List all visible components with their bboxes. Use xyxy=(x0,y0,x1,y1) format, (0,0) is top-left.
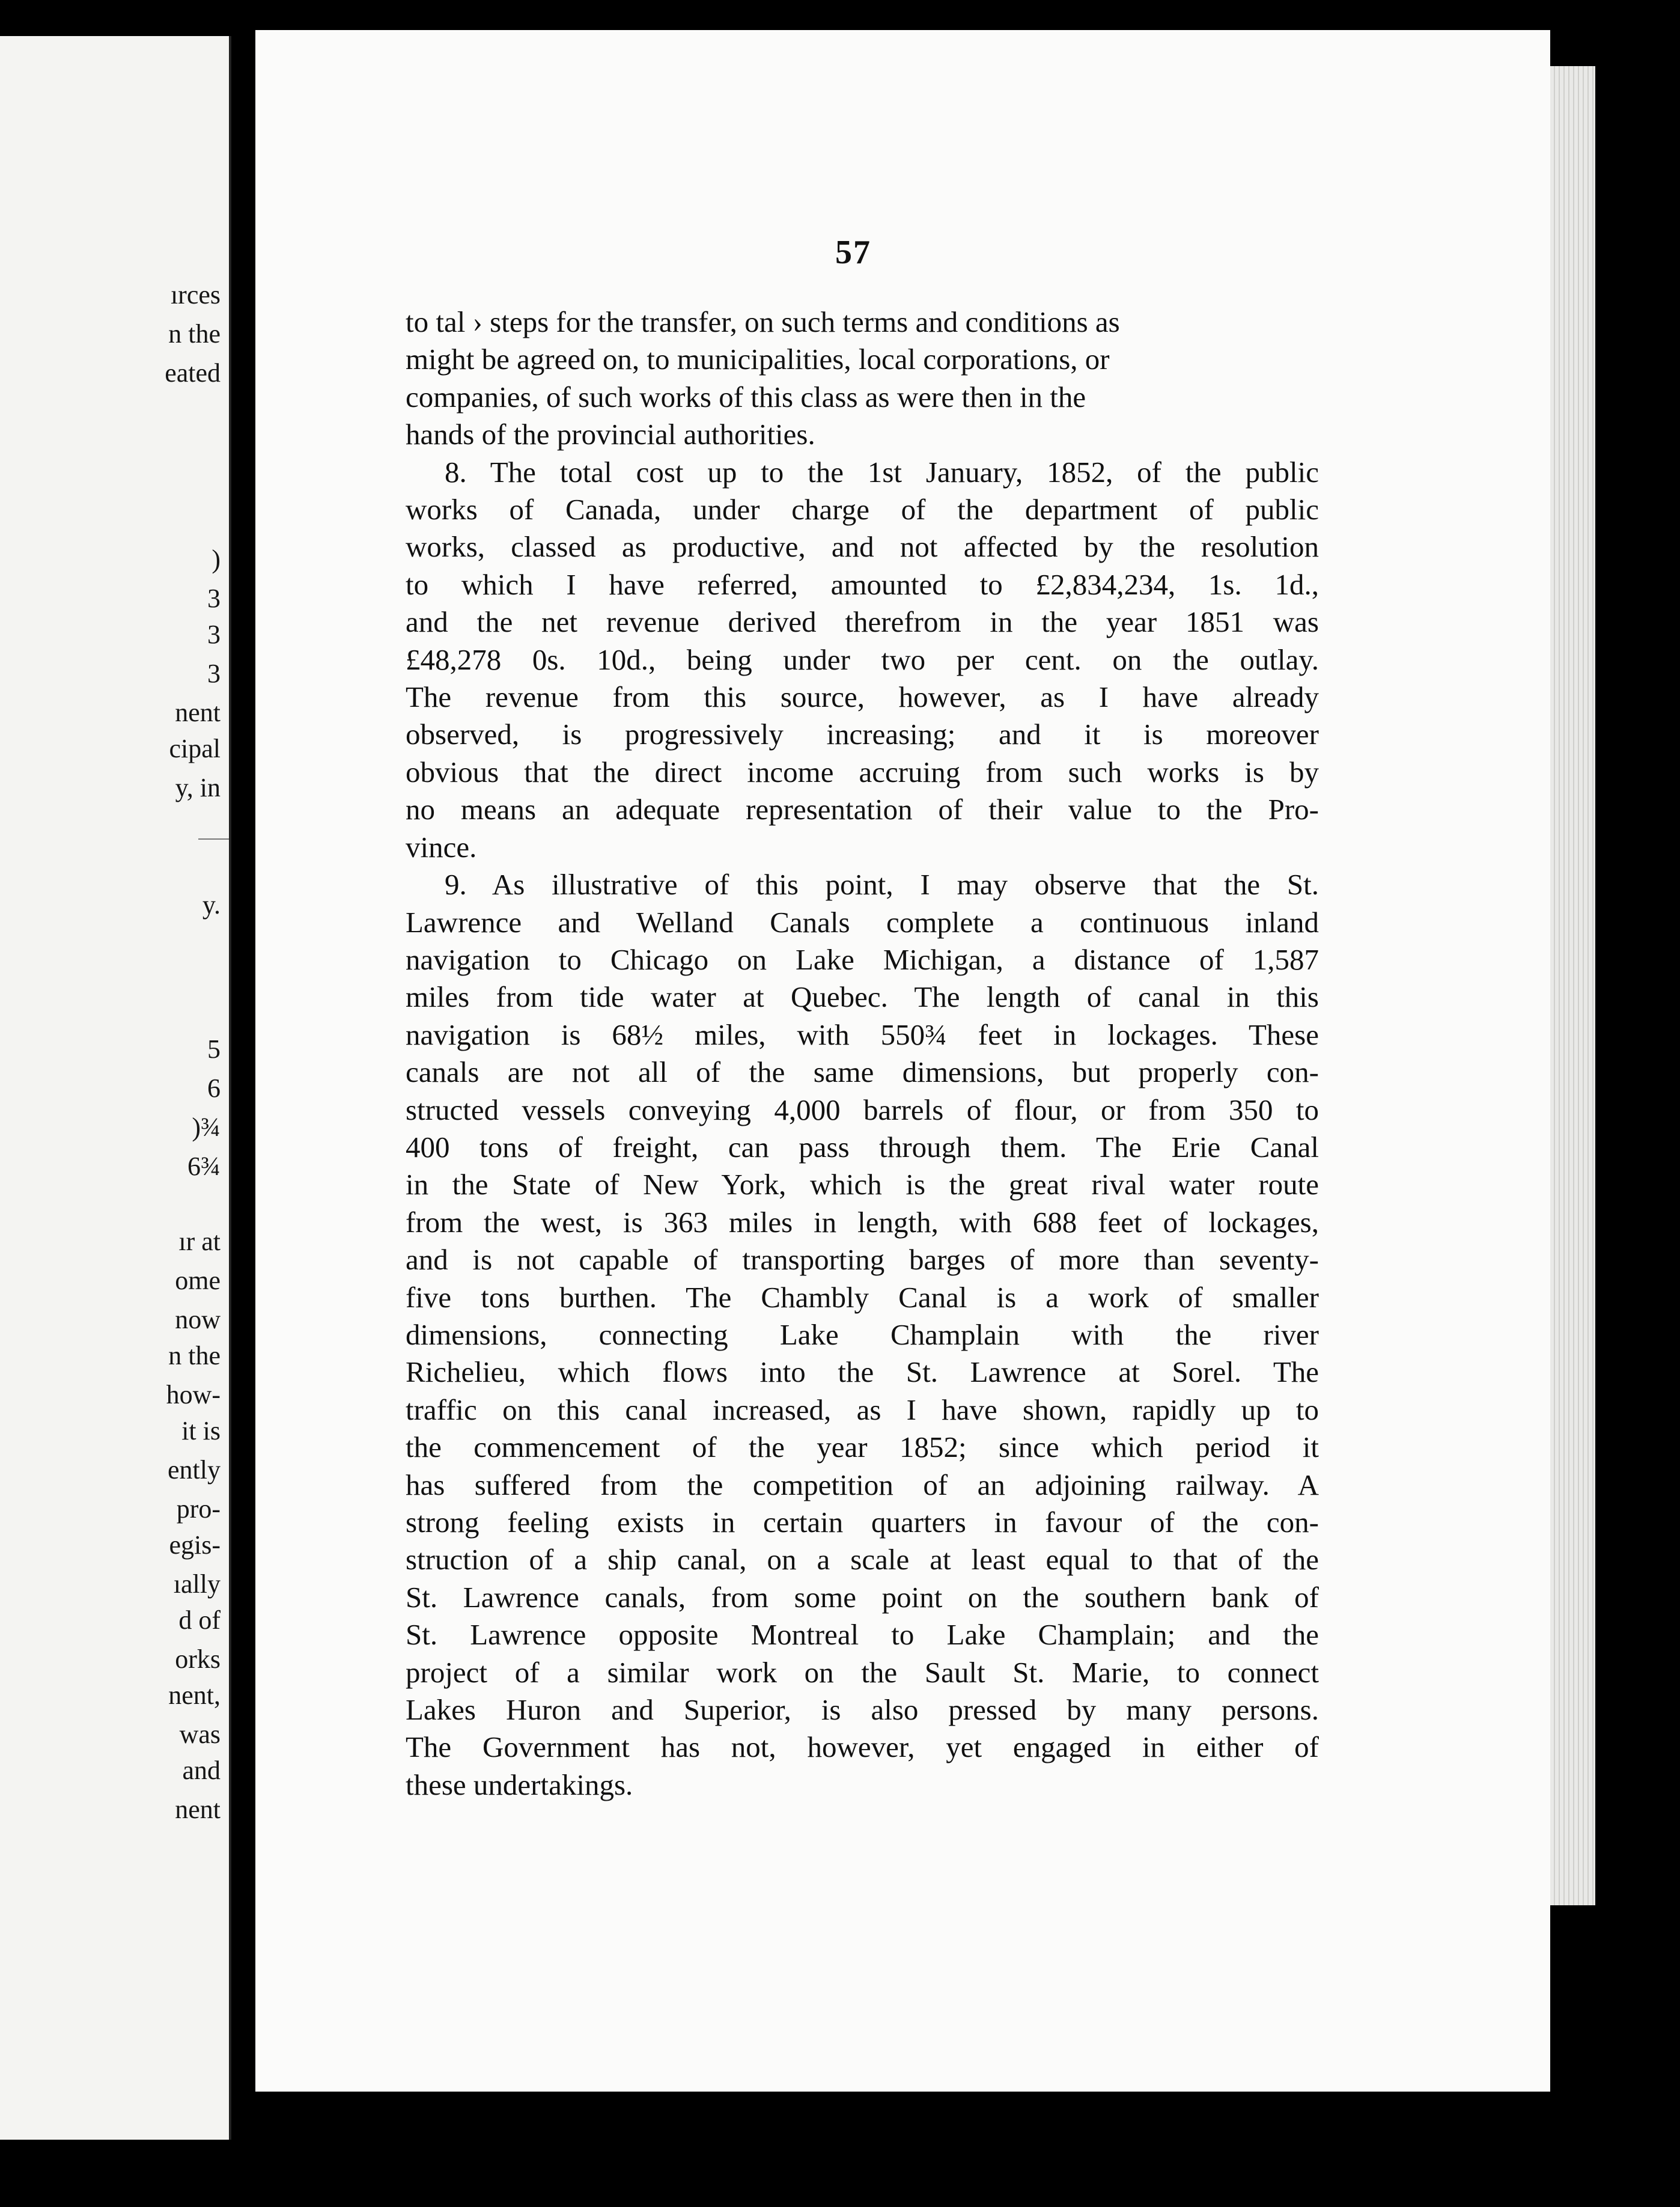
left-fragment: orks xyxy=(175,1644,221,1674)
left-fragment: it is xyxy=(181,1416,221,1445)
paragraph-continuation xyxy=(406,304,1319,454)
left-fragment: and xyxy=(182,1756,221,1785)
text-line: works of Canada, under charge of the department of public xyxy=(406,493,1319,527)
left-fragment: y. xyxy=(202,890,221,920)
text-line: The revenue from this source, however, as I have already xyxy=(406,680,1319,714)
left-fragment: eated xyxy=(165,358,221,388)
text-line: The Government has not, however, yet engaged in either of xyxy=(406,1730,1319,1764)
text-line: £48,278 0s. 10d., being under two per cent. on the outlay. xyxy=(406,643,1319,676)
left-fragment: d of xyxy=(178,1605,221,1635)
text-line: observed, is progressively increasing; and it is moreover xyxy=(406,718,1319,751)
left-fragment: 5 xyxy=(207,1034,221,1064)
text-line: navigation is 68½ miles, with 550¾ feet in lockages. These xyxy=(406,1018,1319,1051)
left-fragment: 3 xyxy=(207,584,221,613)
left-fragment: was xyxy=(179,1720,221,1749)
text-line: to which I have referred, amounted to £2,834,234, 1s. 1d., xyxy=(406,567,1319,601)
text-line: St. Lawrence canals, from some point on the southern bank of xyxy=(406,1580,1319,1614)
left-fragment: 6 xyxy=(207,1073,221,1103)
left-fragment: n the xyxy=(168,1341,221,1370)
text-line: canals are not all of the same dimensions, but properly con- xyxy=(406,1055,1319,1089)
left-fragment: ome xyxy=(175,1266,221,1295)
text-line: companies, of such works of this class as were then in the xyxy=(406,380,1086,414)
text-line: project of a similar work on the Sault St. Marie, to connect xyxy=(406,1655,1319,1689)
text-line: strong feeling exists in certain quarters in favour of the con- xyxy=(406,1506,1319,1539)
text-line: vince. xyxy=(406,830,477,864)
left-fragment: ır at xyxy=(178,1227,221,1256)
left-fragment: ırces xyxy=(170,280,221,310)
body-text xyxy=(406,304,1319,1804)
text-line: structed vessels conveying 4,000 barrels of flour, or from 350 to xyxy=(406,1093,1319,1126)
left-rule xyxy=(198,838,231,840)
left-fragment: ) xyxy=(212,545,221,574)
left-fragment: n the xyxy=(168,319,221,349)
left-fragment: nent, xyxy=(168,1680,221,1710)
text-line: five tons burthen. The Chambly Canal is a work of smaller xyxy=(406,1280,1319,1314)
text-line: St. Lawrence opposite Montreal to Lake Champlain; and the xyxy=(406,1618,1319,1652)
text-line: 8. The total cost up to the 1st January, 1852, of the public xyxy=(445,455,1319,489)
text-line: 9. As illustrative of this point, I may observe that the St. xyxy=(445,868,1319,902)
left-fragment: nent xyxy=(175,1795,221,1824)
left-fragment: y, in xyxy=(175,773,221,802)
text-line: and the net revenue derived therefrom in the year 1851 was xyxy=(406,605,1319,639)
left-fragment: now xyxy=(175,1305,221,1334)
page-number: 57 xyxy=(835,234,871,271)
book-gutter xyxy=(231,36,255,2140)
text-line: traffic on this canal increased, as I have shown, rapidly up to xyxy=(406,1393,1319,1426)
text-line: to tal › steps for the transfer, on such terms and conditions as xyxy=(406,305,1120,338)
left-fragment: 6¾ xyxy=(187,1152,221,1181)
text-line: navigation to Chicago on Lake Michigan, a distance of 1,587 xyxy=(406,942,1319,976)
text-line: works, classed as productive, and not affected by the resolution xyxy=(406,530,1319,564)
text-line: dimensions, connecting Lake Champlain with the river xyxy=(406,1317,1319,1351)
text-line: has suffered from the competition of an adjoining railway. A xyxy=(406,1468,1319,1501)
text-line: from the west, is 363 miles in length, with 688 feet of lockages, xyxy=(406,1205,1319,1239)
text-line: obvious that the direct income accruing from such works is by xyxy=(406,755,1319,789)
text-line: Lakes Huron and Superior, is also pressed by many persons. xyxy=(406,1693,1319,1727)
paragraph-8 xyxy=(406,454,1319,866)
text-line: struction of a ship canal, on a scale at least equal to that of the xyxy=(406,1543,1319,1577)
text-line: 400 tons of freight, can pass through them. The Erie Canal xyxy=(406,1130,1319,1164)
text-line: might be agreed on, to municipalities, local corporations, or xyxy=(406,343,1110,376)
left-fragment: nent xyxy=(175,698,221,727)
text-line: miles from tide water at Quebec. The length of canal in this xyxy=(406,980,1319,1014)
left-fragment: 3 xyxy=(207,659,221,688)
text-line: Richelieu, which flows into the St. Lawrence at Sorel. The xyxy=(406,1355,1319,1389)
left-fragment: cipal xyxy=(169,734,221,763)
paragraph-9 xyxy=(406,866,1319,1804)
left-fragment: pro- xyxy=(176,1494,221,1524)
text-line: Lawrence and Welland Canals complete a continuous inland xyxy=(406,905,1319,939)
left-fragment: ently xyxy=(168,1455,221,1485)
text-line: these undertakings. xyxy=(406,1768,633,1801)
text-line: no means an adequate representation of their value to the Pro- xyxy=(406,793,1319,826)
facing-page xyxy=(0,36,231,2140)
left-fragment: how- xyxy=(166,1380,221,1409)
text-line: in the State of New York, which is the great rival water route xyxy=(406,1168,1319,1201)
text-line: and is not capable of transporting barges of more than seventy- xyxy=(406,1243,1319,1277)
page-edges xyxy=(1550,66,1595,1905)
left-fragment: 3 xyxy=(207,620,221,649)
left-fragment: ıally xyxy=(173,1569,221,1599)
text-line: hands of the provincial authorities. xyxy=(406,418,815,451)
text-line: the commencement of the year 1852; since which period it xyxy=(406,1430,1319,1464)
left-fragment: )¾ xyxy=(192,1113,221,1142)
left-fragment: egis- xyxy=(169,1530,221,1560)
